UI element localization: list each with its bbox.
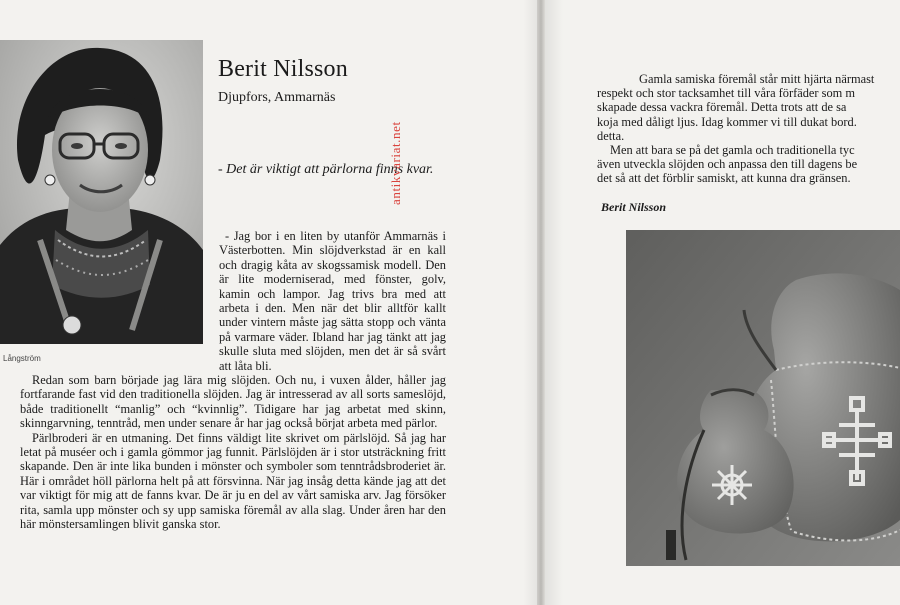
seller-stamp bbox=[388, 121, 404, 205]
photo-credit: Långström bbox=[3, 354, 41, 363]
pull-quote: - Det är viktigt att pärlorna finns kvar. bbox=[218, 162, 434, 177]
portrait-illustration bbox=[0, 40, 203, 344]
stamp-text: antikvariat.net bbox=[388, 121, 403, 205]
right-line-4: koja med dåligt ljus. Idag kommer vi till dukat bord. bbox=[597, 114, 857, 129]
pouch-illustration bbox=[626, 230, 900, 566]
body-paragraph-1: Redan som barn började jag lära mig slöjden. Och nu, i vuxen ålder, håller jag fortfarande fast vid den traditionella slöjden. Jag är intresserad av all sorts sameslöjd, både traditionellt “manlig” och “kvinnlig”. Tidigare har jag arbetat med skinn, skinngarvning, tenntråd, men under senare år har jag också börjat arbeta med pärlor. bbox=[20, 373, 446, 431]
right-line-1: Gamla samiska föremål står mitt hjärta närmast bbox=[639, 72, 875, 86]
portrait-photo bbox=[0, 40, 203, 344]
signature: Berit Nilsson bbox=[601, 200, 667, 214]
right-line-5: detta. bbox=[597, 128, 625, 143]
right-page-text bbox=[597, 72, 900, 186]
right-line-3: skapade dessa vackra föremål. Detta trots att de sa bbox=[597, 100, 847, 115]
person-name: Berit Nilsson bbox=[218, 56, 348, 82]
book-gutter bbox=[537, 0, 545, 605]
right-line-2: respekt och stor tacksamhet till våra förfäder som m bbox=[597, 86, 856, 101]
pouch-photo bbox=[626, 230, 900, 566]
right-line-8: det så att det förblir samiskt, att kunna dra gränsen. bbox=[597, 171, 851, 186]
intro-paragraph bbox=[219, 229, 446, 373]
person-location: Djupfors, Ammarnäs bbox=[218, 90, 336, 105]
intro-text: - Jag bor i en liten by utanför Ammarnäs i Västerbotten. Min slöjdverkstad är en kall och dragig kåta av skogssamisk modell. Den är lite moderniserad, med fönster, golv, kamin och lampor. Jag trivs bra med att arbeta i den. Men när det blir alltför kallt under vintern måste jag sätta stopp och vänta på varmare väder. Ibland har jag tänkt att jag skulle sluta med slöjden, men det är så svårt att låta bli. bbox=[219, 229, 446, 373]
right-line-7: även utveckla slöjden och anpassa den till dagens be bbox=[597, 157, 858, 172]
right-line-6: Men att bara se på det gamla och traditionella tyc bbox=[610, 143, 855, 158]
article-body bbox=[20, 373, 446, 531]
body-paragraph-2: Pärlbroderi är en utmaning. Det finns väldigt lite skrivet om pärlslöjd. Så jag har letat på muséer och i gamla gömmor jag funnit. Pärlslöjden är i stor utsträckning fritt skapande. Den är inte lika bunden i mönster och symboler som tenntrådsbroderiet är. Här i området höll pärlorna helt på att försvinna. När jag insåg detta kände jag att det var viktigt för mig att de fanns kvar. De är ju en del av vårt samiska arv. Jag försöker rita, samla upp mönster och sy upp samiska föremål av alla slag. Under åren har den här mönstersamlingen blivit ganska stor. bbox=[20, 430, 446, 532]
right-page bbox=[545, 0, 900, 605]
